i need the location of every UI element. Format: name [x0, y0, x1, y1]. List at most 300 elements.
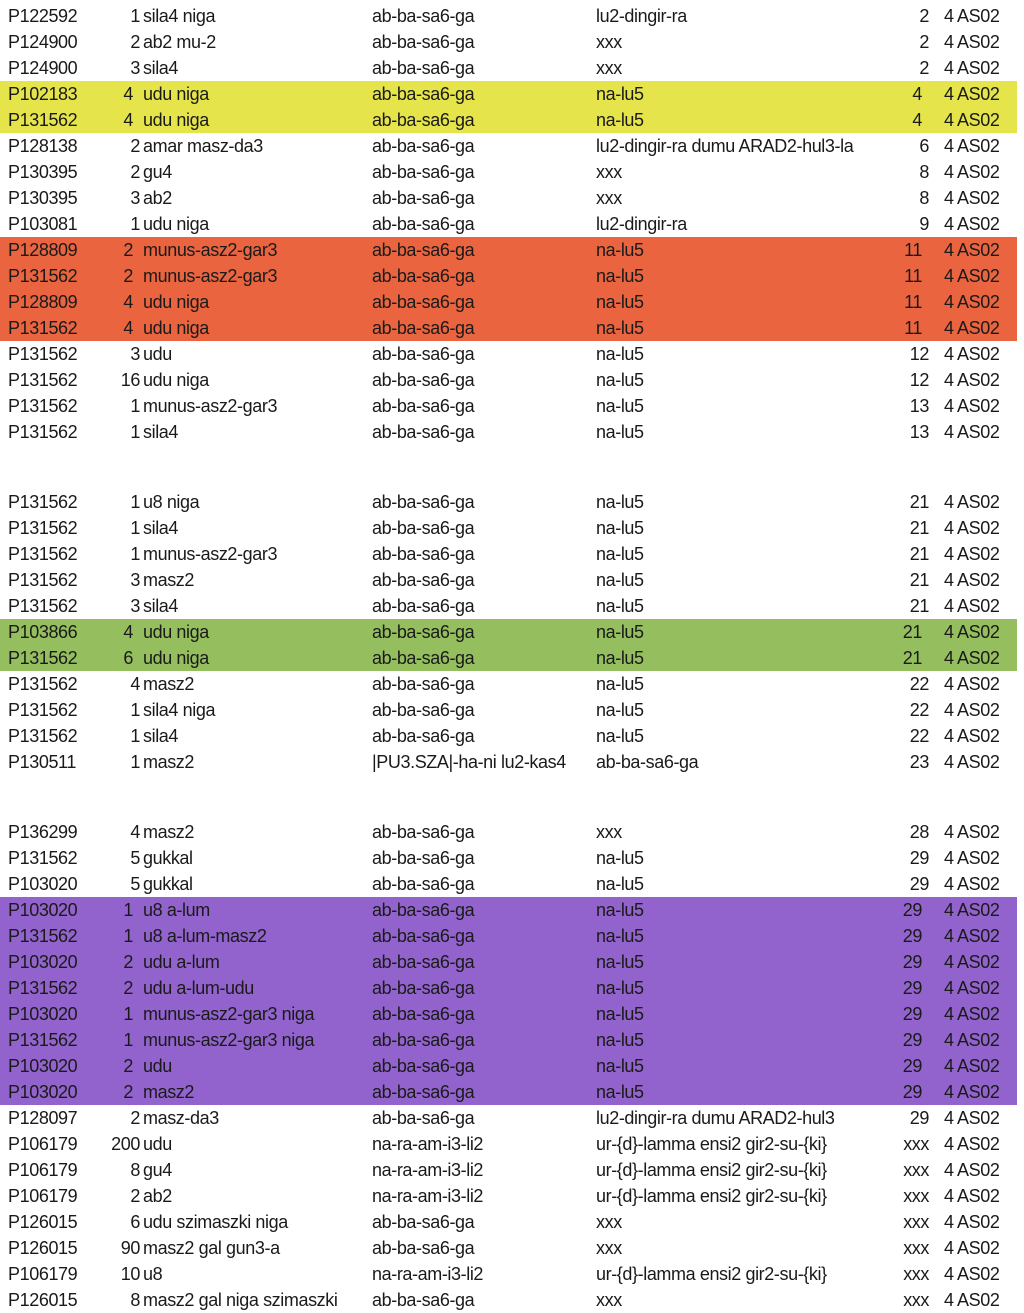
- item-cell: masz2: [143, 1082, 195, 1102]
- source-cell: na-ra-am-i3-li2: [372, 1160, 484, 1180]
- day-cell: 12: [909, 344, 929, 364]
- quantity-cell: 4: [130, 674, 140, 694]
- tablet-id-cell: P128097: [8, 1108, 78, 1128]
- year-cell: AS02: [957, 32, 1000, 52]
- quantity-cell: 1: [130, 752, 140, 772]
- table-row-highlighted-purple[interactable]: [0, 1001, 1017, 1027]
- year-cell: AS02: [957, 344, 1000, 364]
- quantity-cell: 2: [130, 1186, 140, 1206]
- recipient-cell: na-lu5: [596, 110, 644, 130]
- quantity-cell: 2: [130, 136, 140, 156]
- day-cell: 12: [909, 370, 929, 390]
- year-cell: AS02: [957, 822, 1000, 842]
- year-cell: AS02: [957, 422, 1000, 442]
- table-row-highlighted-purple[interactable]: [0, 949, 1017, 975]
- day-cell: 2: [919, 32, 929, 52]
- tablet-id-cell: P131562: [8, 396, 78, 416]
- recipient-cell: na-lu5: [596, 544, 644, 564]
- day-cell: xxx: [903, 1186, 929, 1206]
- item-cell: sila4 niga: [143, 6, 216, 26]
- day-cell: 29: [902, 1056, 922, 1076]
- tablet-id-cell: P131562: [8, 978, 78, 998]
- source-cell: ab-ba-sa6-ga: [372, 622, 475, 642]
- day-cell: 29: [909, 874, 929, 894]
- tablet-id-cell: P103020: [8, 1082, 78, 1102]
- source-cell: ab-ba-sa6-ga: [372, 344, 475, 364]
- source-cell: ab-ba-sa6-ga: [372, 926, 475, 946]
- item-cell: udu: [143, 1134, 172, 1154]
- quantity-cell: 5: [130, 848, 140, 868]
- recipient-cell: xxx: [596, 822, 622, 842]
- day-cell: xxx: [903, 1290, 929, 1310]
- day-cell: 6: [919, 136, 929, 156]
- day-cell: 21: [909, 596, 929, 616]
- month-cell: 4: [944, 136, 954, 156]
- source-cell: ab-ba-sa6-ga: [372, 214, 475, 234]
- table-row[interactable]: [0, 1209, 1024, 1235]
- item-cell: sila4: [143, 58, 179, 78]
- month-cell: 4: [944, 84, 954, 104]
- table-row[interactable]: [0, 211, 1024, 237]
- tablet-id-cell: P131562: [8, 318, 78, 338]
- quantity-cell: 1: [123, 900, 133, 920]
- source-cell: ab-ba-sa6-ga: [372, 422, 475, 442]
- item-cell: u8 a-lum-masz2: [143, 926, 267, 946]
- recipient-cell: xxx: [596, 1212, 622, 1232]
- source-cell: ab-ba-sa6-ga: [372, 292, 475, 312]
- table-row[interactable]: [0, 1105, 1024, 1131]
- day-cell: 21: [909, 544, 929, 564]
- tablet-id-cell: P130395: [8, 188, 78, 208]
- month-cell: 4: [944, 700, 954, 720]
- recipient-cell: xxx: [596, 188, 622, 208]
- recipient-cell: na-lu5: [596, 292, 644, 312]
- tablet-id-cell: P102183: [8, 84, 78, 104]
- quantity-cell: 1: [130, 544, 140, 564]
- year-cell: AS02: [957, 874, 1000, 894]
- table-row-highlighted-purple[interactable]: [0, 897, 1017, 923]
- day-cell: xxx: [903, 1238, 929, 1258]
- source-cell: ab-ba-sa6-ga: [372, 674, 475, 694]
- table-row[interactable]: [0, 593, 1024, 619]
- table-row[interactable]: [0, 871, 1024, 897]
- table-row-highlighted-orange[interactable]: [0, 263, 1017, 289]
- tablet-id-cell: P128809: [8, 240, 78, 260]
- quantity-cell: 2: [130, 1108, 140, 1128]
- month-cell: 4: [944, 344, 954, 364]
- table-row[interactable]: [0, 723, 1024, 749]
- month-cell: 4: [944, 1238, 954, 1258]
- item-cell: ab2: [143, 188, 172, 208]
- tablet-id-cell: P103020: [8, 874, 78, 894]
- source-cell: ab-ba-sa6-ga: [372, 492, 475, 512]
- source-cell: ab-ba-sa6-ga: [372, 1004, 475, 1024]
- day-cell: 29: [902, 952, 922, 972]
- day-cell: 29: [902, 1082, 922, 1102]
- recipient-cell: ur-{d}-lamma ensi2 gir2-su-{ki}: [596, 1264, 827, 1284]
- table-row[interactable]: [0, 185, 1024, 211]
- quantity-cell: 2: [123, 952, 133, 972]
- table-row[interactable]: [0, 819, 1024, 845]
- source-cell: ab-ba-sa6-ga: [372, 700, 475, 720]
- month-cell: 4: [944, 266, 954, 286]
- table-row[interactable]: [0, 697, 1024, 723]
- item-cell: gukkal: [143, 874, 193, 894]
- year-cell: AS02: [957, 1134, 1000, 1154]
- tablet-id-cell: P103020: [8, 1056, 78, 1076]
- source-cell: ab-ba-sa6-ga: [372, 726, 475, 746]
- day-cell: xxx: [903, 1134, 929, 1154]
- day-cell: 11: [904, 266, 922, 286]
- day-cell: 22: [909, 726, 929, 746]
- item-cell: gu4: [143, 1160, 172, 1180]
- table-row-highlighted-orange[interactable]: [0, 315, 1017, 341]
- table-row-highlighted-purple[interactable]: [0, 1027, 1017, 1053]
- recipient-cell: xxx: [596, 162, 622, 182]
- recipient-cell: ur-{d}-lamma ensi2 gir2-su-{ki}: [596, 1186, 827, 1206]
- item-cell: udu niga: [143, 370, 209, 390]
- table-row-highlighted-yellow[interactable]: [0, 81, 1017, 107]
- source-cell: ab-ba-sa6-ga: [372, 544, 475, 564]
- item-cell: munus-asz2-gar3 niga: [143, 1004, 315, 1024]
- source-cell: ab-ba-sa6-ga: [372, 822, 475, 842]
- item-cell: masz2: [143, 822, 195, 842]
- quantity-cell: 8: [130, 1160, 140, 1180]
- month-cell: 4: [944, 622, 954, 642]
- source-cell: ab-ba-sa6-ga: [372, 32, 475, 52]
- item-cell: amar masz-da3: [143, 136, 263, 156]
- tablet-id-cell: P131562: [8, 700, 78, 720]
- quantity-cell: 3: [130, 188, 140, 208]
- year-cell: AS02: [957, 752, 1000, 772]
- item-cell: u8 a-lum: [143, 900, 210, 920]
- table-row[interactable]: [0, 55, 1024, 81]
- recipient-cell: lu2-dingir-ra dumu ARAD2-hul3: [596, 1108, 835, 1128]
- year-cell: AS02: [957, 726, 1000, 746]
- recipient-cell: na-lu5: [596, 926, 644, 946]
- year-cell: AS02: [957, 926, 1000, 946]
- source-cell: na-ra-am-i3-li2: [372, 1264, 484, 1284]
- month-cell: 4: [944, 396, 954, 416]
- month-cell: 4: [944, 422, 954, 442]
- tablet-id-cell: P103081: [8, 214, 78, 234]
- table-row[interactable]: [0, 1157, 1024, 1183]
- tablet-id-cell: P103020: [8, 952, 78, 972]
- item-cell: gu4: [143, 162, 172, 182]
- month-cell: 4: [944, 544, 954, 564]
- year-cell: AS02: [957, 1290, 1000, 1310]
- quantity-cell: 1: [130, 492, 140, 512]
- table-row-highlighted-purple[interactable]: [0, 975, 1017, 1001]
- blank-row: [0, 445, 1024, 489]
- year-cell: AS02: [957, 544, 1000, 564]
- table-row[interactable]: [0, 133, 1024, 159]
- table-row[interactable]: [0, 419, 1024, 445]
- source-cell: ab-ba-sa6-ga: [372, 396, 475, 416]
- month-cell: 4: [944, 1186, 954, 1206]
- item-cell: munus-asz2-gar3 niga: [143, 1030, 315, 1050]
- recipient-cell: na-lu5: [596, 370, 644, 390]
- table-row[interactable]: [0, 567, 1024, 593]
- quantity-cell: 1: [130, 700, 140, 720]
- tablet-id-cell: P136299: [8, 822, 78, 842]
- recipient-cell: xxx: [596, 32, 622, 52]
- recipient-cell: na-lu5: [596, 318, 644, 338]
- recipient-cell: xxx: [596, 1238, 622, 1258]
- table-row[interactable]: [0, 1235, 1024, 1261]
- year-cell: AS02: [957, 318, 1000, 338]
- tablet-id-cell: P106179: [8, 1160, 78, 1180]
- recipient-cell: xxx: [596, 1290, 622, 1310]
- year-cell: AS02: [957, 648, 1000, 668]
- table-row[interactable]: [0, 1131, 1024, 1157]
- table-row[interactable]: [0, 541, 1024, 567]
- month-cell: 4: [944, 978, 954, 998]
- item-cell: masz2: [143, 570, 195, 590]
- year-cell: AS02: [957, 596, 1000, 616]
- year-cell: AS02: [957, 1238, 1000, 1258]
- day-cell: 29: [909, 848, 929, 868]
- item-cell: gukkal: [143, 848, 193, 868]
- year-cell: AS02: [957, 518, 1000, 538]
- tablet-id-cell: P103866: [8, 622, 78, 642]
- tablet-id-cell: P131562: [8, 422, 78, 442]
- table-row[interactable]: [0, 749, 1024, 775]
- year-cell: AS02: [957, 1004, 1000, 1024]
- tablet-id-cell: P103020: [8, 1004, 78, 1024]
- tablet-id-cell: P131562: [8, 492, 78, 512]
- item-cell: udu niga: [143, 84, 209, 104]
- source-cell: na-ra-am-i3-li2: [372, 1134, 484, 1154]
- source-cell: na-ra-am-i3-li2: [372, 1186, 484, 1206]
- item-cell: u8: [143, 1264, 163, 1284]
- recipient-cell: na-lu5: [596, 648, 644, 668]
- table-row[interactable]: [0, 29, 1024, 55]
- table-row-highlighted-orange[interactable]: [0, 237, 1017, 263]
- recipient-cell: na-lu5: [596, 1004, 644, 1024]
- tablet-id-cell: P131562: [8, 674, 78, 694]
- recipient-cell: ur-{d}-lamma ensi2 gir2-su-{ki}: [596, 1134, 827, 1154]
- quantity-cell: 1: [130, 726, 140, 746]
- item-cell: u8 niga: [143, 492, 200, 512]
- year-cell: AS02: [957, 978, 1000, 998]
- table-row-highlighted-green[interactable]: [0, 619, 1017, 645]
- source-cell: ab-ba-sa6-ga: [372, 240, 475, 260]
- quantity-cell: 6: [123, 648, 133, 668]
- recipient-cell: na-lu5: [596, 570, 644, 590]
- day-cell: xxx: [903, 1212, 929, 1232]
- month-cell: 4: [944, 370, 954, 390]
- tablet-id-cell: P131562: [8, 648, 78, 668]
- table-row-highlighted-purple[interactable]: [0, 1079, 1017, 1105]
- table-row-highlighted-yellow[interactable]: [0, 107, 1017, 133]
- quantity-cell: 2: [123, 978, 133, 998]
- table-row-highlighted-orange[interactable]: [0, 289, 1017, 315]
- year-cell: AS02: [957, 622, 1000, 642]
- month-cell: 4: [944, 1030, 954, 1050]
- month-cell: 4: [944, 926, 954, 946]
- item-cell: sila4 niga: [143, 700, 216, 720]
- table-row-highlighted-purple[interactable]: [0, 923, 1017, 949]
- spreadsheet-table: [0, 3, 1024, 1313]
- day-cell: 2: [919, 6, 929, 26]
- table-row[interactable]: [0, 845, 1024, 871]
- recipient-cell: na-lu5: [596, 84, 644, 104]
- tablet-id-cell: P128138: [8, 136, 78, 156]
- quantity-cell: 4: [130, 822, 140, 842]
- day-cell: 29: [909, 1108, 929, 1128]
- day-cell: 11: [904, 240, 922, 260]
- month-cell: 4: [944, 674, 954, 694]
- quantity-cell: 16: [120, 370, 140, 390]
- year-cell: AS02: [957, 240, 1000, 260]
- year-cell: AS02: [957, 396, 1000, 416]
- table-row[interactable]: [0, 1261, 1024, 1287]
- month-cell: 4: [944, 648, 954, 668]
- source-cell: ab-ba-sa6-ga: [372, 370, 475, 390]
- quantity-cell: 4: [123, 292, 133, 312]
- table-row[interactable]: [0, 367, 1024, 393]
- item-cell: udu szimaszki niga: [143, 1212, 288, 1232]
- day-cell: 29: [902, 900, 922, 920]
- table-row[interactable]: [0, 489, 1024, 515]
- month-cell: 4: [944, 952, 954, 972]
- month-cell: 4: [944, 1134, 954, 1154]
- tablet-id-cell: P103020: [8, 900, 78, 920]
- table-row[interactable]: [0, 515, 1024, 541]
- day-cell: 22: [909, 674, 929, 694]
- year-cell: AS02: [957, 58, 1000, 78]
- day-cell: 29: [902, 1030, 922, 1050]
- tablet-id-cell: P124900: [8, 58, 78, 78]
- item-cell: udu: [143, 344, 172, 364]
- year-cell: AS02: [957, 1030, 1000, 1050]
- recipient-cell: na-lu5: [596, 596, 644, 616]
- day-cell: 29: [902, 926, 922, 946]
- year-cell: AS02: [957, 6, 1000, 26]
- day-cell: 21: [902, 622, 922, 642]
- recipient-cell: na-lu5: [596, 266, 644, 286]
- recipient-cell: ur-{d}-lamma ensi2 gir2-su-{ki}: [596, 1160, 827, 1180]
- item-cell: udu: [143, 1056, 172, 1076]
- source-cell: ab-ba-sa6-ga: [372, 318, 475, 338]
- quantity-cell: 1: [130, 6, 140, 26]
- item-cell: udu niga: [143, 110, 209, 130]
- table-row[interactable]: [0, 3, 1024, 29]
- month-cell: 4: [944, 58, 954, 78]
- tablet-id-cell: P131562: [8, 110, 78, 130]
- month-cell: 4: [944, 1056, 954, 1076]
- tablet-id-cell: P131562: [8, 596, 78, 616]
- month-cell: 4: [944, 1108, 954, 1128]
- table-row-highlighted-green[interactable]: [0, 645, 1017, 671]
- recipient-cell: na-lu5: [596, 344, 644, 364]
- source-cell: ab-ba-sa6-ga: [372, 952, 475, 972]
- source-cell: ab-ba-sa6-ga: [372, 1108, 475, 1128]
- day-cell: 28: [909, 822, 929, 842]
- recipient-cell: lu2-dingir-ra: [596, 6, 687, 26]
- recipient-cell: na-lu5: [596, 700, 644, 720]
- quantity-cell: 1: [123, 1004, 133, 1024]
- quantity-cell: 2: [123, 1082, 133, 1102]
- recipient-cell: na-lu5: [596, 1082, 644, 1102]
- table-row[interactable]: [0, 341, 1024, 367]
- item-cell: ab2: [143, 1186, 172, 1206]
- quantity-cell: 1: [130, 214, 140, 234]
- month-cell: 4: [944, 1212, 954, 1232]
- source-cell: ab-ba-sa6-ga: [372, 6, 475, 26]
- tablet-id-cell: P131562: [8, 848, 78, 868]
- quantity-cell: 3: [130, 596, 140, 616]
- recipient-cell: na-lu5: [596, 900, 644, 920]
- day-cell: xxx: [903, 1264, 929, 1284]
- source-cell: ab-ba-sa6-ga: [372, 1030, 475, 1050]
- table-row[interactable]: [0, 1287, 1024, 1313]
- recipient-cell: na-lu5: [596, 422, 644, 442]
- quantity-cell: 1: [130, 396, 140, 416]
- table-row[interactable]: [0, 1183, 1024, 1209]
- recipient-cell: xxx: [596, 58, 622, 78]
- recipient-cell: na-lu5: [596, 1056, 644, 1076]
- recipient-cell: lu2-dingir-ra: [596, 214, 687, 234]
- year-cell: AS02: [957, 1108, 1000, 1128]
- tablet-id-cell: P131562: [8, 1030, 78, 1050]
- item-cell: udu a-lum: [143, 952, 220, 972]
- tablet-id-cell: P106179: [8, 1186, 78, 1206]
- recipient-cell: lu2-dingir-ra dumu ARAD2-hul3-la: [596, 136, 854, 156]
- quantity-cell: 4: [123, 84, 133, 104]
- year-cell: AS02: [957, 674, 1000, 694]
- quantity-cell: 5: [130, 874, 140, 894]
- source-cell: ab-ba-sa6-ga: [372, 162, 475, 182]
- item-cell: udu niga: [143, 648, 209, 668]
- source-cell: ab-ba-sa6-ga: [372, 848, 475, 868]
- year-cell: AS02: [957, 1212, 1000, 1232]
- item-cell: sila4: [143, 518, 179, 538]
- month-cell: 4: [944, 1264, 954, 1284]
- table-row[interactable]: [0, 671, 1024, 697]
- item-cell: udu niga: [143, 622, 209, 642]
- year-cell: AS02: [957, 266, 1000, 286]
- recipient-cell: ab-ba-sa6-ga: [596, 752, 699, 772]
- recipient-cell: na-lu5: [596, 674, 644, 694]
- table-row[interactable]: [0, 159, 1024, 185]
- year-cell: AS02: [957, 700, 1000, 720]
- recipient-cell: na-lu5: [596, 240, 644, 260]
- quantity-cell: 4: [123, 110, 133, 130]
- day-cell: 8: [919, 188, 929, 208]
- tablet-id-cell: P126015: [8, 1290, 78, 1310]
- tablet-id-cell: P131562: [8, 544, 78, 564]
- month-cell: 4: [944, 32, 954, 52]
- quantity-cell: 10: [120, 1264, 140, 1284]
- year-cell: AS02: [957, 1160, 1000, 1180]
- month-cell: 4: [944, 110, 954, 130]
- recipient-cell: na-lu5: [596, 622, 644, 642]
- item-cell: masz2 gal gun3-a: [143, 1238, 280, 1258]
- year-cell: AS02: [957, 1082, 1000, 1102]
- year-cell: AS02: [957, 900, 1000, 920]
- item-cell: sila4: [143, 596, 179, 616]
- quantity-cell: 90: [120, 1238, 140, 1258]
- quantity-cell: 3: [130, 344, 140, 364]
- table-row[interactable]: [0, 393, 1024, 419]
- item-cell: munus-asz2-gar3: [143, 396, 278, 416]
- item-cell: masz2: [143, 752, 195, 772]
- table-row-highlighted-purple[interactable]: [0, 1053, 1017, 1079]
- quantity-cell: 1: [130, 518, 140, 538]
- tablet-id-cell: P126015: [8, 1238, 78, 1258]
